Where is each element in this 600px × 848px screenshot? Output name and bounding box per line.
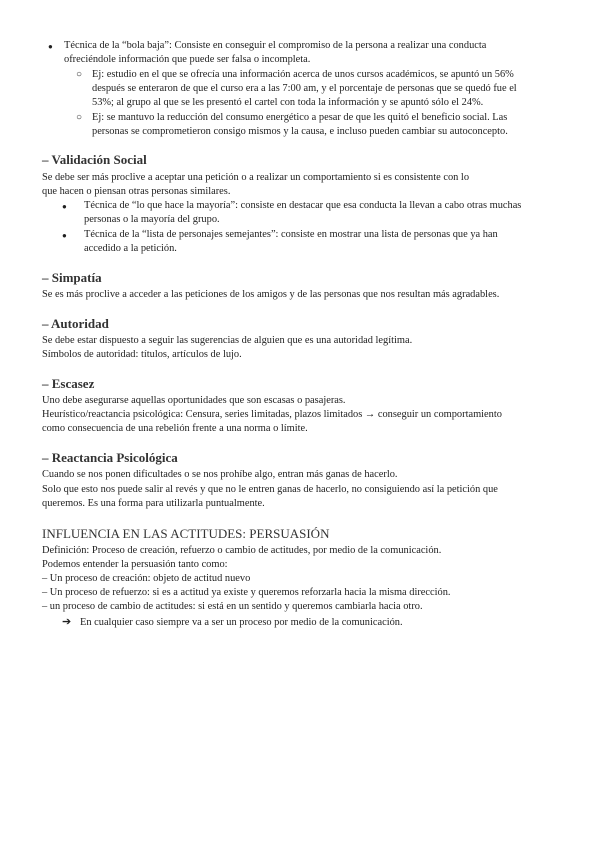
persuasion-line-2: Podemos entender la persuasión tanto como: (42, 559, 228, 570)
bola-baja-example-1-line-3: 53%; al grupo al que se les presentó el cartel con toda la información y se apuntó sólo el 24%. (92, 97, 484, 108)
persuasion-line-4: – Un proceso de refuerzo: si es a actitud ya existe y queremos reforzarla hacia la misma dirección. (42, 587, 451, 598)
reactancia-line-3: queremos. Es una forma para utilizarla puntualmente. (42, 498, 265, 509)
bullet-icon: ● (48, 42, 53, 51)
heading-escasez: – Escasez (42, 376, 95, 391)
persuasion-line-1: Definición: Proceso de creación, refuerzo o cambio de actitudes, por medio de la comunicación. (42, 545, 442, 556)
bola-baja-line-1: Técnica de la “bola baja”: Consiste en conseguir el compromiso de la persona a realizar una conducta (64, 40, 487, 51)
arrow-icon: ➔ (62, 616, 72, 628)
heading-validacion-social: – Validación Social (42, 152, 147, 167)
bola-baja-example-1-line-2: después se enteraron de que el curso era a las 7:00 am, y el porcentaje de personas que se quedó fue el (92, 83, 517, 94)
validacion-bullet-2-line-2: accedido a la petición. (84, 243, 177, 254)
validacion-bullet-2-line-1: Técnica de la “lista de personajes semejantes”: consiste en mostrar una lista de personas que ya han (84, 229, 498, 240)
validacion-bullet-1-line-2: personas o la mayoría del grupo. (84, 214, 220, 225)
sub-bullet-icon: ○ (76, 112, 83, 123)
persuasion-line-5: – un proceso de cambio de actitudes: si está en un sentido y queremos cambiarla hacia otro. (42, 601, 423, 612)
validacion-bullet-1-line-1: Técnica de “lo que hace la mayoría”: consiste en destacar que esa conducta la llevan a cabo otras muchas (84, 200, 522, 211)
reactancia-line-2: Solo que esto nos puede salir al revés y que no le entren ganas de hacerlo, no consiguiendo así la petición que (42, 484, 498, 495)
bola-baja-example-2-line-2: personas se comprometieron consigo mismos y la causa, e incluso pueden cambiar su autoconcepto. (92, 126, 508, 137)
escasez-line-2: Heurístico/reactancia psicológica: Censura, series limitadas, plazos limitados → conseguir un comportamiento (42, 409, 502, 420)
heading-autoridad: – Autoridad (42, 316, 109, 331)
reactancia-line-1: Cuando se nos ponen dificultades o se nos prohíbe algo, entran más ganas de hacerlo. (42, 469, 398, 480)
bola-baja-example-2-line-1: Ej: se mantuvo la reducción del consumo energético a pesar de que les quitó el beneficio social. Las (92, 112, 508, 123)
heading-simpatia: – Simpatía (42, 270, 102, 285)
heading-persuasion: INFLUENCIA EN LAS ACTITUDES: PERSUASIÓN (42, 526, 330, 541)
escasez-line-3: como consecuencia de una rebelión frente a una norma o límite. (42, 423, 308, 434)
bullet-icon: ● (62, 231, 67, 240)
bola-baja-line-2: ofreciéndole información que puede ser falsa o incompleta. (64, 54, 311, 65)
bullet-icon: ● (62, 202, 67, 211)
validacion-line-1: Se debe ser más proclive a aceptar una petición o a realizar un comportamiento si es consistente con lo (42, 172, 470, 183)
autoridad-line-2: Símbolos de autoridad: títulos, artículos de lujo. (42, 349, 242, 360)
validacion-line-2: que hacen o piensan otras personas similares. (42, 186, 231, 197)
escasez-line-1: Uno debe asegurarse aquellas oportunidades que son escasas o pasajeras. (42, 395, 346, 406)
bola-baja-example-1-line-1: Ej: estudio en el que se ofrecía una información acerca de unos cursos académicos, se apuntó un 56% (92, 69, 514, 80)
heading-reactancia: – Reactancia Psicológica (42, 450, 178, 465)
sub-bullet-icon: ○ (76, 69, 83, 80)
simpatia-line: Se es más proclive a acceder a las peticiones de los amigos y de las personas que nos resultan más agradables. (42, 289, 500, 300)
persuasion-arrow-item: En cualquier caso siempre va a ser un proceso por medio de la comunicación. (80, 617, 403, 628)
autoridad-line-1: Se debe estar dispuesto a seguir las sugerencias de alguien que es una autoridad legítima. (42, 335, 413, 346)
persuasion-line-3: – Un proceso de creación: objeto de actitud nuevo (42, 573, 251, 584)
